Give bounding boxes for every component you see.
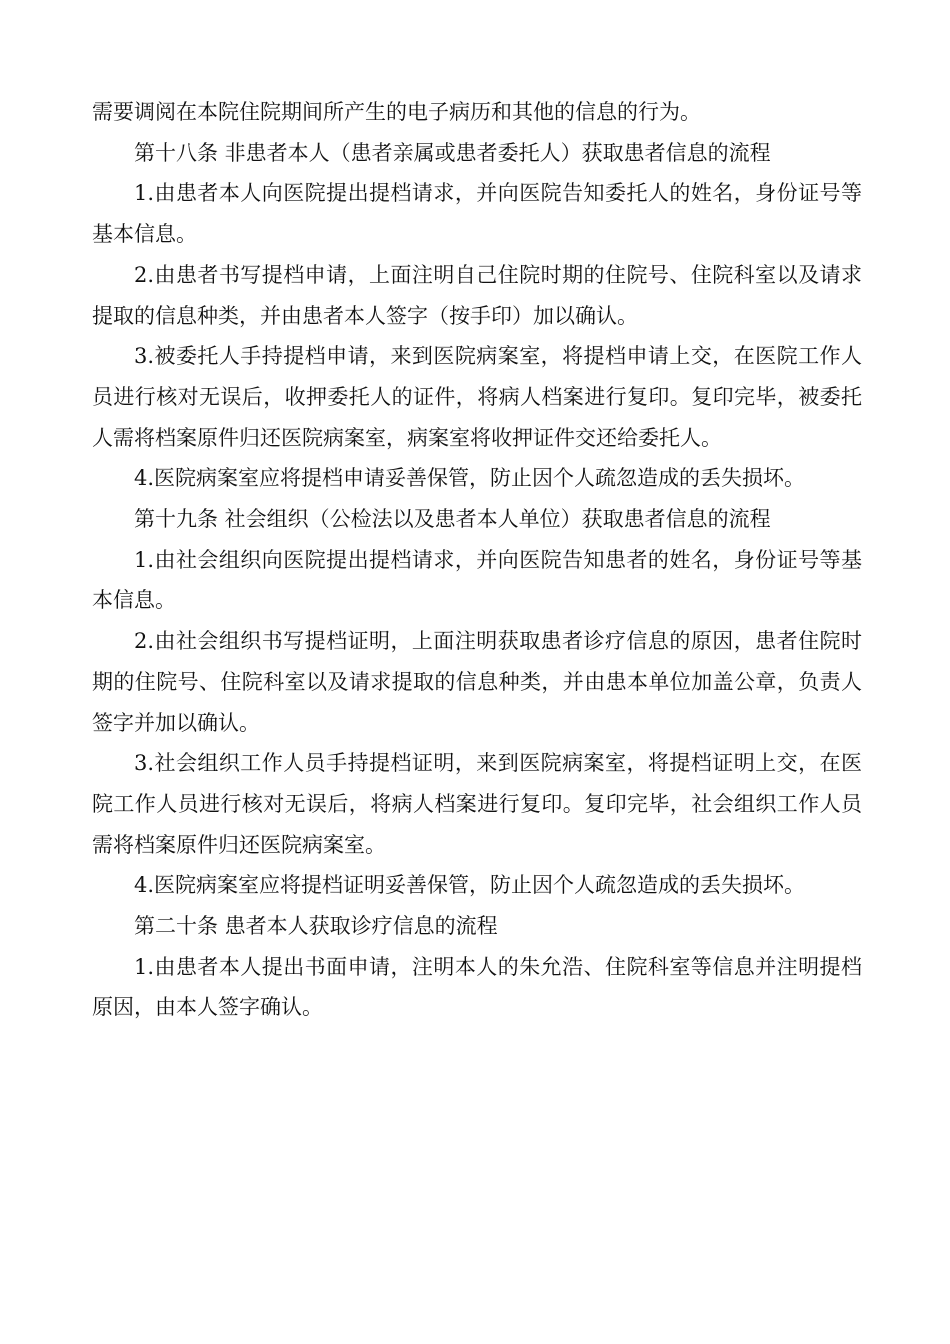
paragraph-continuation: 需要调阅在本院住院期间所产生的电子病历和其他的信息的行为。 [92,100,701,124]
article-18-item-4: 4.医院病案室应将提档申请妥善保管，防止因个人疏忽造成的丢失损坏。 [134,466,806,491]
article-18-item-3: 3.被委托人手持提档申请，来到医院病案室，将提档申请上交，在医院工作人员进行核对无误后，收押委托人的证件，将病人档案进行复印。复印完毕，被委托人需将档案原件归还医院病案室，病案室将收押证件交还给委托人。 [92,344,862,450]
article-18-heading: 第十八条 非患者本人（患者亲属或患者委托人）获取患者信息的流程 [134,140,771,165]
article-19-item-2: 2.由社会组织书写提档证明，上面注明获取患者诊疗信息的原因，患者住院时期的住院号、住院科室以及请求提取的信息种类，并由患本单位加盖公章，负责人签字并加以确认。 [92,629,862,735]
article-19-heading: 第十九条 社会组织（公检法以及患者本人单位）获取患者信息的流程 [134,507,771,532]
article-19-item-4: 4.医院病案室应将提档证明妥善保管，防止因个人疏忽造成的丢失损坏。 [134,873,806,898]
article-19-item-1: 1.由社会组织向医院提出提档请求，并向医院告知患者的姓名，身份证号等基本信息。 [92,547,862,613]
article-18-item-2: 2.由患者书写提档申请，上面注明自己住院时期的住院号、住院科室以及请求提取的信息种类，并由患者本人签字（按手印）加以确认。 [92,262,862,328]
article-19-item-3: 3.社会组织工作人员手持提档证明，来到医院病案室，将提档证明上交，在医院工作人员进行核对无误后，将病人档案进行复印。复印完毕，社会组织工作人员需将档案原件归还医院病案室。 [92,751,862,857]
article-18-item-1: 1.由患者本人向医院提出提档请求，并向医院告知委托人的姓名，身份证号等基本信息。 [92,181,862,247]
article-20-item-1: 1.由患者本人提出书面申请，注明本人的朱允浩、住院科室等信息并注明提档原因，由本人签字确认。 [92,954,862,1020]
article-20-heading: 第二十条 患者本人获取诊疗信息的流程 [134,914,498,939]
document-body [92,92,862,1028]
